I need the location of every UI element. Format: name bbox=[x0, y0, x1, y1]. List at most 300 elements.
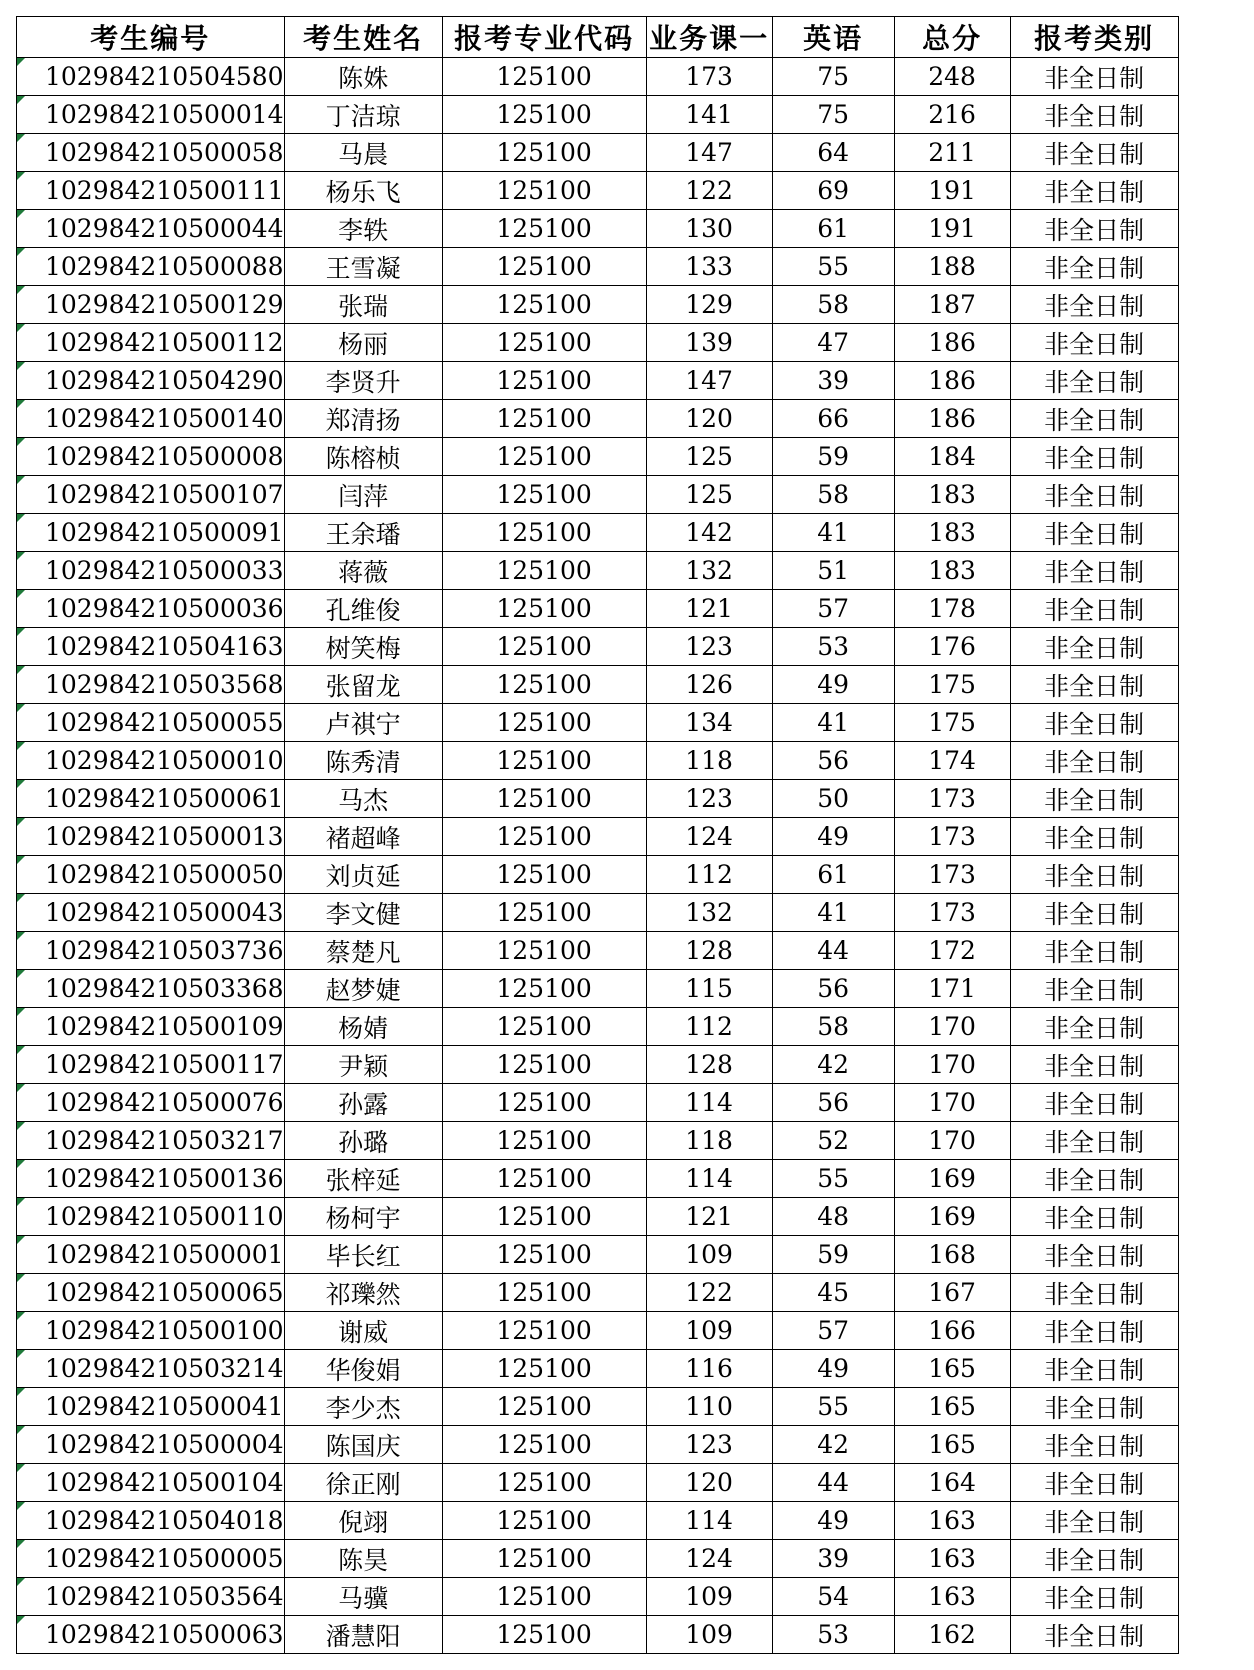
name-cell: 李少杰 bbox=[284, 1388, 442, 1426]
total-cell: 171 bbox=[894, 970, 1010, 1008]
exam-id-cell: 102984210503214 bbox=[17, 1350, 285, 1388]
category-cell: 非全日制 bbox=[1010, 1426, 1178, 1464]
subject-one-cell: 116 bbox=[646, 1350, 772, 1388]
subject-one-cell: 139 bbox=[646, 324, 772, 362]
subject-one-cell: 121 bbox=[646, 1198, 772, 1236]
english-cell: 44 bbox=[772, 1464, 894, 1502]
subject-one-cell: 114 bbox=[646, 1502, 772, 1540]
table-row[interactable] bbox=[17, 704, 1179, 742]
exam-id-cell: 102984210500107 bbox=[17, 476, 285, 514]
english-cell: 75 bbox=[772, 96, 894, 134]
name-cell: 孔维俊 bbox=[284, 590, 442, 628]
subject-one-cell: 115 bbox=[646, 970, 772, 1008]
exam-id-cell: 102984210500088 bbox=[17, 248, 285, 286]
major-code-cell: 125100 bbox=[442, 1616, 646, 1654]
table-header bbox=[17, 17, 1179, 58]
english-cell: 45 bbox=[772, 1274, 894, 1312]
major-code-cell: 125100 bbox=[442, 1388, 646, 1426]
exam-id-cell: 102984210500050 bbox=[17, 856, 285, 894]
exam-id-cell: 102984210500061 bbox=[17, 780, 285, 818]
table-row[interactable] bbox=[17, 324, 1179, 362]
name-cell: 马杰 bbox=[284, 780, 442, 818]
exam-id-cell: 102984210500140 bbox=[17, 400, 285, 438]
name-cell: 陈姝 bbox=[284, 58, 442, 96]
english-cell: 56 bbox=[772, 970, 894, 1008]
table-row[interactable] bbox=[17, 932, 1179, 970]
english-cell: 75 bbox=[772, 58, 894, 96]
category-cell: 非全日制 bbox=[1010, 172, 1178, 210]
total-cell: 164 bbox=[894, 1464, 1010, 1502]
name-cell: 毕长红 bbox=[284, 1236, 442, 1274]
category-cell: 非全日制 bbox=[1010, 1616, 1178, 1654]
header-major-code: 报考专业代码 bbox=[442, 17, 646, 58]
subject-one-cell: 123 bbox=[646, 780, 772, 818]
total-cell: 162 bbox=[894, 1616, 1010, 1654]
exam-id-cell: 102984210503736 bbox=[17, 932, 285, 970]
total-cell: 187 bbox=[894, 286, 1010, 324]
name-cell: 祁瓅然 bbox=[284, 1274, 442, 1312]
english-cell: 49 bbox=[772, 666, 894, 704]
category-cell: 非全日制 bbox=[1010, 552, 1178, 590]
exam-id-cell: 102984210500014 bbox=[17, 96, 285, 134]
english-cell: 59 bbox=[772, 1236, 894, 1274]
exam-id-cell: 102984210500100 bbox=[17, 1312, 285, 1350]
total-cell: 188 bbox=[894, 248, 1010, 286]
subject-one-cell: 141 bbox=[646, 96, 772, 134]
total-cell: 178 bbox=[894, 590, 1010, 628]
table-row[interactable] bbox=[17, 210, 1179, 248]
major-code-cell: 125100 bbox=[442, 362, 646, 400]
subject-one-cell: 147 bbox=[646, 134, 772, 172]
table-row[interactable] bbox=[17, 1388, 1179, 1426]
category-cell: 非全日制 bbox=[1010, 514, 1178, 552]
english-cell: 66 bbox=[772, 400, 894, 438]
english-cell: 58 bbox=[772, 476, 894, 514]
table-row[interactable] bbox=[17, 666, 1179, 704]
english-cell: 54 bbox=[772, 1578, 894, 1616]
english-cell: 51 bbox=[772, 552, 894, 590]
table-row[interactable] bbox=[17, 1426, 1179, 1464]
subject-one-cell: 122 bbox=[646, 1274, 772, 1312]
english-cell: 52 bbox=[772, 1122, 894, 1160]
total-cell: 191 bbox=[894, 172, 1010, 210]
table-row[interactable] bbox=[17, 1312, 1179, 1350]
exam-id-cell: 102984210500065 bbox=[17, 1274, 285, 1312]
english-cell: 53 bbox=[772, 1616, 894, 1654]
exam-id-cell: 102984210500004 bbox=[17, 1426, 285, 1464]
total-cell: 166 bbox=[894, 1312, 1010, 1350]
category-cell: 非全日制 bbox=[1010, 628, 1178, 666]
category-cell: 非全日制 bbox=[1010, 1122, 1178, 1160]
category-cell: 非全日制 bbox=[1010, 1502, 1178, 1540]
major-code-cell: 125100 bbox=[442, 856, 646, 894]
exam-id-cell: 102984210500076 bbox=[17, 1084, 285, 1122]
subject-one-cell: 173 bbox=[646, 58, 772, 96]
table-row[interactable] bbox=[17, 894, 1179, 932]
table-row[interactable] bbox=[17, 970, 1179, 1008]
total-cell: 172 bbox=[894, 932, 1010, 970]
total-cell: 173 bbox=[894, 894, 1010, 932]
total-cell: 183 bbox=[894, 476, 1010, 514]
category-cell: 非全日制 bbox=[1010, 1274, 1178, 1312]
name-cell: 李贤升 bbox=[284, 362, 442, 400]
major-code-cell: 125100 bbox=[442, 58, 646, 96]
category-cell: 非全日制 bbox=[1010, 780, 1178, 818]
exam-id-cell: 102984210500005 bbox=[17, 1540, 285, 1578]
major-code-cell: 125100 bbox=[442, 1008, 646, 1046]
major-code-cell: 125100 bbox=[442, 1084, 646, 1122]
table-row[interactable] bbox=[17, 1350, 1179, 1388]
exam-id-cell: 102984210503568 bbox=[17, 666, 285, 704]
name-cell: 马晨 bbox=[284, 134, 442, 172]
subject-one-cell: 124 bbox=[646, 818, 772, 856]
table-row[interactable] bbox=[17, 1198, 1179, 1236]
name-cell: 杨婧 bbox=[284, 1008, 442, 1046]
table-row[interactable] bbox=[17, 1008, 1179, 1046]
name-cell: 赵梦婕 bbox=[284, 970, 442, 1008]
name-cell: 李轶 bbox=[284, 210, 442, 248]
table-row[interactable] bbox=[17, 1122, 1179, 1160]
total-cell: 248 bbox=[894, 58, 1010, 96]
subject-one-cell: 123 bbox=[646, 1426, 772, 1464]
major-code-cell: 125100 bbox=[442, 970, 646, 1008]
exam-id-cell: 102984210500013 bbox=[17, 818, 285, 856]
subject-one-cell: 112 bbox=[646, 856, 772, 894]
subject-one-cell: 114 bbox=[646, 1084, 772, 1122]
exam-id-cell: 102984210500044 bbox=[17, 210, 285, 248]
major-code-cell: 125100 bbox=[442, 1312, 646, 1350]
total-cell: 163 bbox=[894, 1578, 1010, 1616]
total-cell: 169 bbox=[894, 1160, 1010, 1198]
header-row bbox=[17, 17, 1179, 58]
subject-one-cell: 120 bbox=[646, 1464, 772, 1502]
total-cell: 170 bbox=[894, 1046, 1010, 1084]
major-code-cell: 125100 bbox=[442, 1578, 646, 1616]
category-cell: 非全日制 bbox=[1010, 742, 1178, 780]
table-body bbox=[17, 58, 1179, 1654]
major-code-cell: 125100 bbox=[442, 172, 646, 210]
exam-id-cell: 102984210500136 bbox=[17, 1160, 285, 1198]
table-row[interactable] bbox=[17, 628, 1179, 666]
table-row[interactable] bbox=[17, 856, 1179, 894]
english-cell: 41 bbox=[772, 704, 894, 742]
total-cell: 170 bbox=[894, 1122, 1010, 1160]
english-cell: 41 bbox=[772, 514, 894, 552]
exam-id-cell: 102984210500109 bbox=[17, 1008, 285, 1046]
category-cell: 非全日制 bbox=[1010, 248, 1178, 286]
major-code-cell: 125100 bbox=[442, 1540, 646, 1578]
table-row[interactable] bbox=[17, 1274, 1179, 1312]
total-cell: 165 bbox=[894, 1350, 1010, 1388]
major-code-cell: 125100 bbox=[442, 780, 646, 818]
subject-one-cell: 132 bbox=[646, 552, 772, 590]
english-cell: 56 bbox=[772, 1084, 894, 1122]
subject-one-cell: 120 bbox=[646, 400, 772, 438]
exam-id-cell: 102984210504290 bbox=[17, 362, 285, 400]
total-cell: 175 bbox=[894, 704, 1010, 742]
major-code-cell: 125100 bbox=[442, 514, 646, 552]
category-cell: 非全日制 bbox=[1010, 286, 1178, 324]
category-cell: 非全日制 bbox=[1010, 362, 1178, 400]
major-code-cell: 125100 bbox=[442, 742, 646, 780]
subject-one-cell: 122 bbox=[646, 172, 772, 210]
total-cell: 186 bbox=[894, 324, 1010, 362]
table-row[interactable] bbox=[17, 438, 1179, 476]
english-cell: 58 bbox=[772, 1008, 894, 1046]
subject-one-cell: 133 bbox=[646, 248, 772, 286]
name-cell: 杨丽 bbox=[284, 324, 442, 362]
table-row[interactable] bbox=[17, 780, 1179, 818]
total-cell: 174 bbox=[894, 742, 1010, 780]
table-row[interactable] bbox=[17, 590, 1179, 628]
exam-id-cell: 102984210500001 bbox=[17, 1236, 285, 1274]
name-cell: 倪翊 bbox=[284, 1502, 442, 1540]
exam-id-cell: 102984210500117 bbox=[17, 1046, 285, 1084]
table-row[interactable] bbox=[17, 400, 1179, 438]
table-row[interactable] bbox=[17, 818, 1179, 856]
total-cell: 175 bbox=[894, 666, 1010, 704]
subject-one-cell: 118 bbox=[646, 742, 772, 780]
table-row[interactable] bbox=[17, 476, 1179, 514]
name-cell: 孙璐 bbox=[284, 1122, 442, 1160]
subject-one-cell: 130 bbox=[646, 210, 772, 248]
exam-id-cell: 102984210504163 bbox=[17, 628, 285, 666]
total-cell: 165 bbox=[894, 1388, 1010, 1426]
category-cell: 非全日制 bbox=[1010, 1578, 1178, 1616]
english-cell: 44 bbox=[772, 932, 894, 970]
english-cell: 69 bbox=[772, 172, 894, 210]
major-code-cell: 125100 bbox=[442, 248, 646, 286]
category-cell: 非全日制 bbox=[1010, 818, 1178, 856]
category-cell: 非全日制 bbox=[1010, 1540, 1178, 1578]
table-row[interactable] bbox=[17, 1236, 1179, 1274]
header-english: 英语 bbox=[772, 17, 894, 58]
total-cell: 216 bbox=[894, 96, 1010, 134]
exam-id-cell: 102984210500111 bbox=[17, 172, 285, 210]
table-row[interactable] bbox=[17, 172, 1179, 210]
name-cell: 陈国庆 bbox=[284, 1426, 442, 1464]
subject-one-cell: 112 bbox=[646, 1008, 772, 1046]
category-cell: 非全日制 bbox=[1010, 666, 1178, 704]
total-cell: 191 bbox=[894, 210, 1010, 248]
major-code-cell: 125100 bbox=[442, 704, 646, 742]
category-cell: 非全日制 bbox=[1010, 476, 1178, 514]
major-code-cell: 125100 bbox=[442, 1464, 646, 1502]
category-cell: 非全日制 bbox=[1010, 96, 1178, 134]
english-cell: 55 bbox=[772, 1160, 894, 1198]
english-cell: 48 bbox=[772, 1198, 894, 1236]
english-cell: 42 bbox=[772, 1426, 894, 1464]
total-cell: 169 bbox=[894, 1198, 1010, 1236]
table-row[interactable] bbox=[17, 58, 1179, 96]
english-cell: 59 bbox=[772, 438, 894, 476]
major-code-cell: 125100 bbox=[442, 134, 646, 172]
subject-one-cell: 134 bbox=[646, 704, 772, 742]
major-code-cell: 125100 bbox=[442, 818, 646, 856]
header-exam-id: 考生编号 bbox=[17, 17, 285, 58]
major-code-cell: 125100 bbox=[442, 1350, 646, 1388]
total-cell: 170 bbox=[894, 1084, 1010, 1122]
exam-id-cell: 102984210500010 bbox=[17, 742, 285, 780]
english-cell: 49 bbox=[772, 818, 894, 856]
name-cell: 蔡楚凡 bbox=[284, 932, 442, 970]
table-row[interactable] bbox=[17, 514, 1179, 552]
exam-id-cell: 102984210500129 bbox=[17, 286, 285, 324]
english-cell: 39 bbox=[772, 362, 894, 400]
name-cell: 杨柯宇 bbox=[284, 1198, 442, 1236]
major-code-cell: 125100 bbox=[442, 1274, 646, 1312]
exam-id-cell: 102984210504018 bbox=[17, 1502, 285, 1540]
english-cell: 47 bbox=[772, 324, 894, 362]
table-row[interactable] bbox=[17, 1540, 1179, 1578]
category-cell: 非全日制 bbox=[1010, 134, 1178, 172]
table-row[interactable] bbox=[17, 1084, 1179, 1122]
table-row[interactable] bbox=[17, 1046, 1179, 1084]
table-row[interactable] bbox=[17, 742, 1179, 780]
english-cell: 50 bbox=[772, 780, 894, 818]
name-cell: 蒋薇 bbox=[284, 552, 442, 590]
subject-one-cell: 109 bbox=[646, 1578, 772, 1616]
name-cell: 张梓延 bbox=[284, 1160, 442, 1198]
subject-one-cell: 118 bbox=[646, 1122, 772, 1160]
category-cell: 非全日制 bbox=[1010, 856, 1178, 894]
category-cell: 非全日制 bbox=[1010, 1008, 1178, 1046]
name-cell: 刘贞延 bbox=[284, 856, 442, 894]
exam-id-cell: 102984210503368 bbox=[17, 970, 285, 1008]
english-cell: 57 bbox=[772, 590, 894, 628]
total-cell: 173 bbox=[894, 818, 1010, 856]
subject-one-cell: 123 bbox=[646, 628, 772, 666]
subject-one-cell: 147 bbox=[646, 362, 772, 400]
english-cell: 61 bbox=[772, 856, 894, 894]
english-cell: 64 bbox=[772, 134, 894, 172]
total-cell: 170 bbox=[894, 1008, 1010, 1046]
name-cell: 陈榕桢 bbox=[284, 438, 442, 476]
subject-one-cell: 124 bbox=[646, 1540, 772, 1578]
category-cell: 非全日制 bbox=[1010, 58, 1178, 96]
category-cell: 非全日制 bbox=[1010, 1160, 1178, 1198]
name-cell: 华俊娟 bbox=[284, 1350, 442, 1388]
exam-id-cell: 102984210500110 bbox=[17, 1198, 285, 1236]
subject-one-cell: 129 bbox=[646, 286, 772, 324]
table-row[interactable] bbox=[17, 248, 1179, 286]
total-cell: 186 bbox=[894, 362, 1010, 400]
category-cell: 非全日制 bbox=[1010, 970, 1178, 1008]
name-cell: 谢威 bbox=[284, 1312, 442, 1350]
table-row[interactable] bbox=[17, 96, 1179, 134]
exam-id-cell: 102984210500063 bbox=[17, 1616, 285, 1654]
category-cell: 非全日制 bbox=[1010, 1464, 1178, 1502]
subject-one-cell: 142 bbox=[646, 514, 772, 552]
category-cell: 非全日制 bbox=[1010, 1084, 1178, 1122]
major-code-cell: 125100 bbox=[442, 894, 646, 932]
name-cell: 卢祺宁 bbox=[284, 704, 442, 742]
name-cell: 潘慧阳 bbox=[284, 1616, 442, 1654]
total-cell: 183 bbox=[894, 552, 1010, 590]
table-row[interactable] bbox=[17, 1502, 1179, 1540]
table-row[interactable] bbox=[17, 1578, 1179, 1616]
name-cell: 王雪凝 bbox=[284, 248, 442, 286]
table-row[interactable] bbox=[17, 1616, 1179, 1654]
total-cell: 167 bbox=[894, 1274, 1010, 1312]
total-cell: 168 bbox=[894, 1236, 1010, 1274]
major-code-cell: 125100 bbox=[442, 1426, 646, 1464]
table-row[interactable] bbox=[17, 362, 1179, 400]
english-cell: 55 bbox=[772, 1388, 894, 1426]
major-code-cell: 125100 bbox=[442, 1198, 646, 1236]
english-cell: 55 bbox=[772, 248, 894, 286]
total-cell: 165 bbox=[894, 1426, 1010, 1464]
total-cell: 163 bbox=[894, 1502, 1010, 1540]
major-code-cell: 125100 bbox=[442, 590, 646, 628]
subject-one-cell: 110 bbox=[646, 1388, 772, 1426]
category-cell: 非全日制 bbox=[1010, 1350, 1178, 1388]
exam-id-cell: 102984210500112 bbox=[17, 324, 285, 362]
table-row[interactable] bbox=[17, 1464, 1179, 1502]
major-code-cell: 125100 bbox=[442, 400, 646, 438]
english-cell: 49 bbox=[772, 1502, 894, 1540]
name-cell: 孙露 bbox=[284, 1084, 442, 1122]
major-code-cell: 125100 bbox=[442, 932, 646, 970]
exam-id-cell: 102984210504580 bbox=[17, 58, 285, 96]
major-code-cell: 125100 bbox=[442, 1236, 646, 1274]
subject-one-cell: 126 bbox=[646, 666, 772, 704]
exam-id-cell: 102984210500104 bbox=[17, 1464, 285, 1502]
name-cell: 丁洁琼 bbox=[284, 96, 442, 134]
category-cell: 非全日制 bbox=[1010, 1312, 1178, 1350]
table-row[interactable] bbox=[17, 134, 1179, 172]
category-cell: 非全日制 bbox=[1010, 932, 1178, 970]
category-cell: 非全日制 bbox=[1010, 400, 1178, 438]
subject-one-cell: 128 bbox=[646, 1046, 772, 1084]
exam-id-cell: 102984210500036 bbox=[17, 590, 285, 628]
name-cell: 郑清扬 bbox=[284, 400, 442, 438]
category-cell: 非全日制 bbox=[1010, 1198, 1178, 1236]
name-cell: 徐正刚 bbox=[284, 1464, 442, 1502]
category-cell: 非全日制 bbox=[1010, 1046, 1178, 1084]
english-cell: 56 bbox=[772, 742, 894, 780]
major-code-cell: 125100 bbox=[442, 1122, 646, 1160]
major-code-cell: 125100 bbox=[442, 1502, 646, 1540]
major-code-cell: 125100 bbox=[442, 552, 646, 590]
name-cell: 王余璠 bbox=[284, 514, 442, 552]
total-cell: 211 bbox=[894, 134, 1010, 172]
table-row[interactable] bbox=[17, 1160, 1179, 1198]
english-cell: 58 bbox=[772, 286, 894, 324]
name-cell: 闫萍 bbox=[284, 476, 442, 514]
english-cell: 57 bbox=[772, 1312, 894, 1350]
table-row[interactable] bbox=[17, 286, 1179, 324]
category-cell: 非全日制 bbox=[1010, 704, 1178, 742]
exam-id-cell: 102984210500058 bbox=[17, 134, 285, 172]
name-cell: 褚超峰 bbox=[284, 818, 442, 856]
category-cell: 非全日制 bbox=[1010, 1388, 1178, 1426]
total-cell: 176 bbox=[894, 628, 1010, 666]
category-cell: 非全日制 bbox=[1010, 590, 1178, 628]
exam-id-cell: 102984210500041 bbox=[17, 1388, 285, 1426]
name-cell: 张留龙 bbox=[284, 666, 442, 704]
category-cell: 非全日制 bbox=[1010, 210, 1178, 248]
english-cell: 39 bbox=[772, 1540, 894, 1578]
subject-one-cell: 109 bbox=[646, 1236, 772, 1274]
total-cell: 186 bbox=[894, 400, 1010, 438]
major-code-cell: 125100 bbox=[442, 286, 646, 324]
major-code-cell: 125100 bbox=[442, 628, 646, 666]
subject-one-cell: 128 bbox=[646, 932, 772, 970]
table-row[interactable] bbox=[17, 552, 1179, 590]
exam-id-cell: 102984210503564 bbox=[17, 1578, 285, 1616]
major-code-cell: 125100 bbox=[442, 96, 646, 134]
